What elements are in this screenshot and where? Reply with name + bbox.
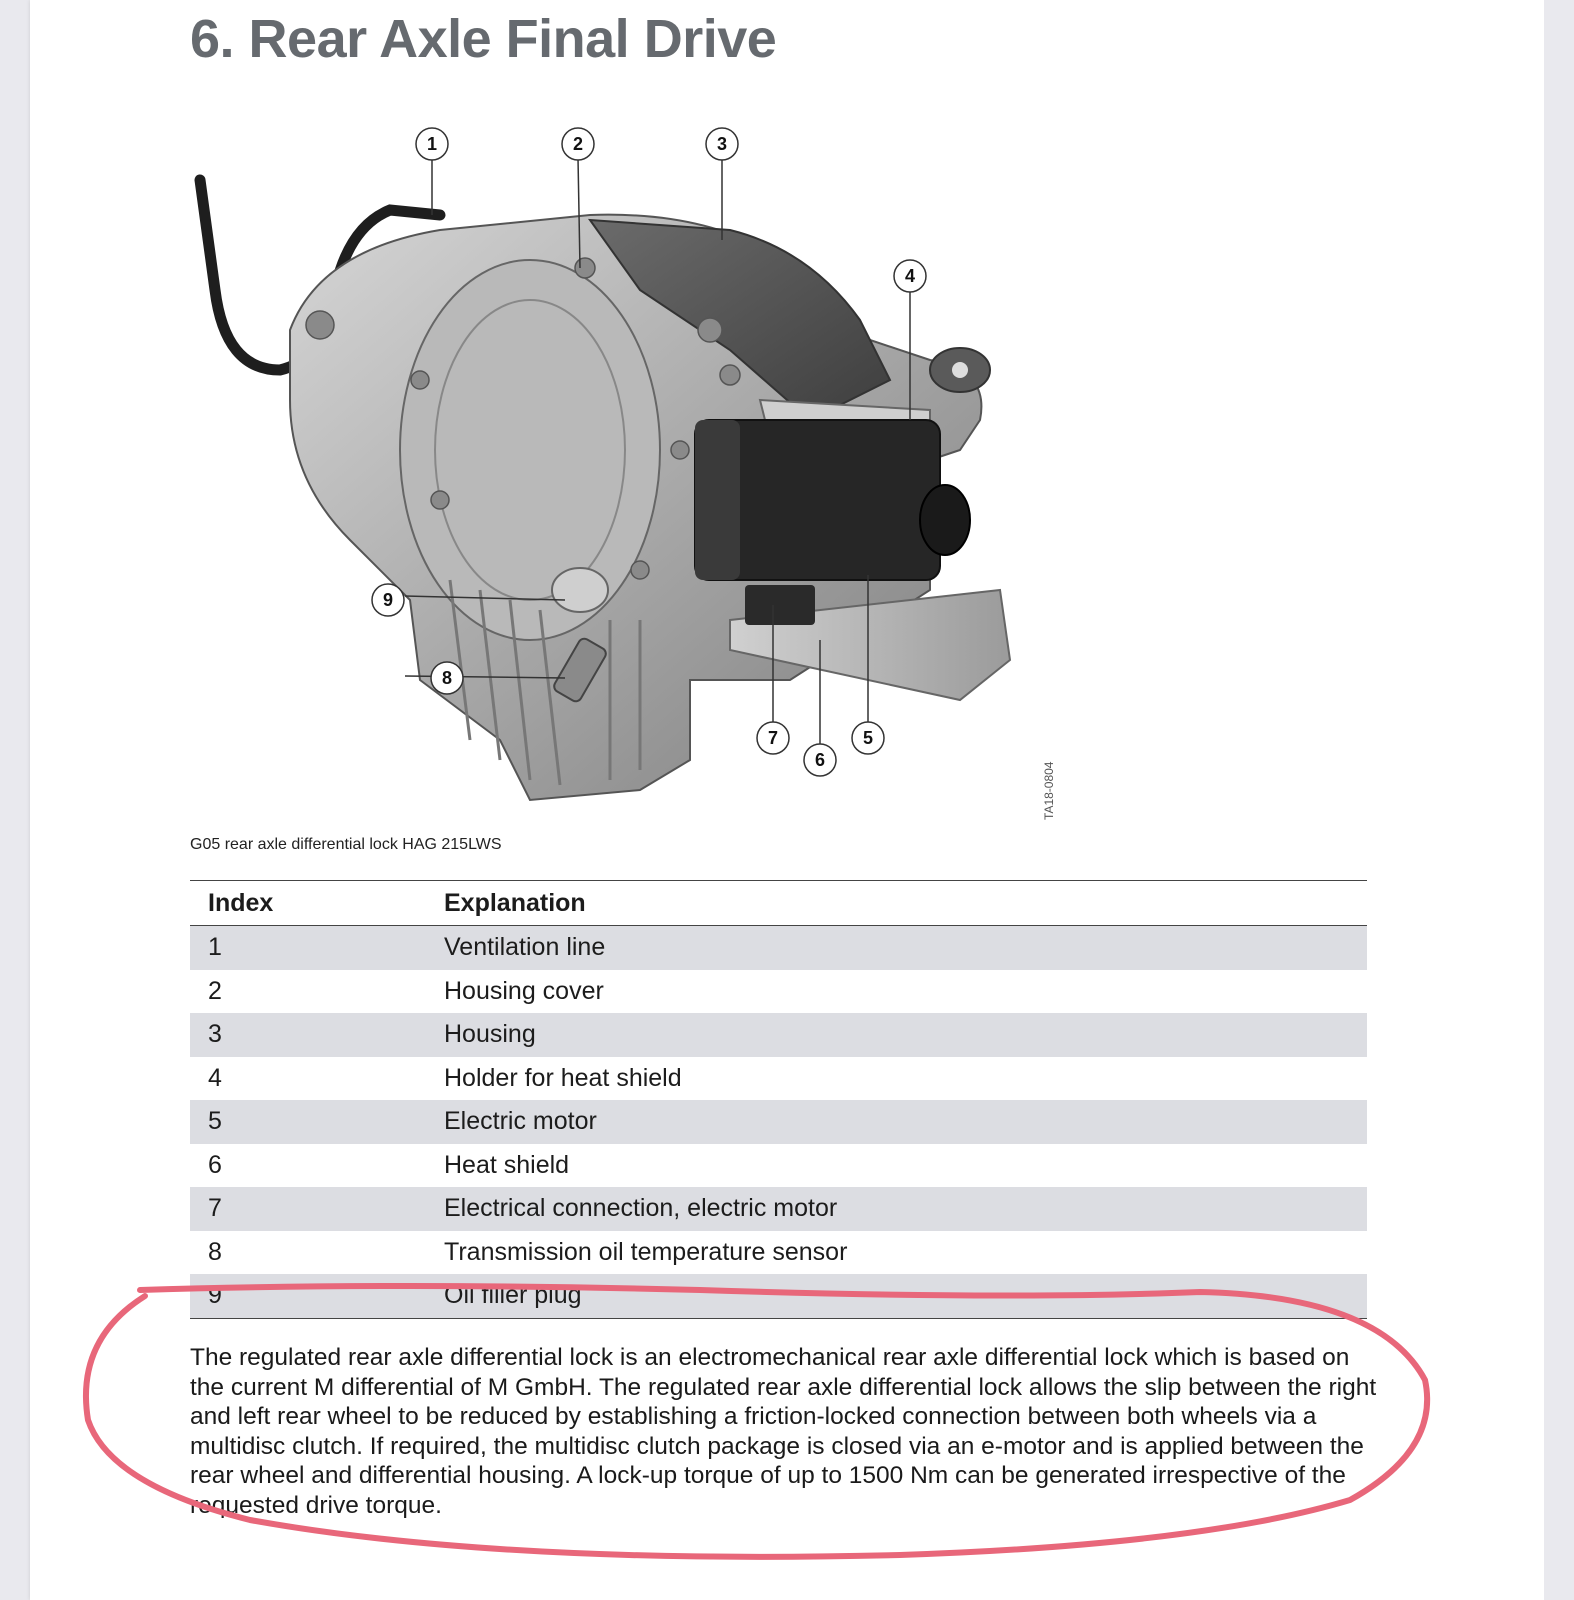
svg-text:2: 2 xyxy=(572,134,584,154)
table-row: 4 Holder for heat shield xyxy=(208,1063,682,1092)
svg-text:9: 9 xyxy=(382,590,394,610)
callout-9 xyxy=(372,584,404,616)
callout-6 xyxy=(804,744,836,776)
svg-text:1: 1 xyxy=(426,134,438,154)
table-row: 8 Transmission oil temperature sensor xyxy=(208,1237,848,1266)
callout-4 xyxy=(894,260,926,292)
table-row: 1 Ventilation line xyxy=(190,926,1367,970)
table-row: 3 Housing xyxy=(190,1013,1367,1057)
differential-illustration xyxy=(170,120,1070,830)
legend-table xyxy=(190,880,1367,1319)
page-title: 6. Rear Axle Final Drive xyxy=(190,9,777,69)
table-row: 7 Electrical connection, electric motor xyxy=(190,1187,1367,1231)
table-row: 9 Oil filler plug xyxy=(190,1274,1367,1318)
callout-8 xyxy=(431,662,463,694)
table-header xyxy=(190,881,1367,926)
header-explanation: Explanation xyxy=(426,881,1367,926)
electrical-connection xyxy=(745,585,815,625)
page-margin xyxy=(1544,0,1574,1600)
description-paragraph: The regulated rear axle differential lock is an electromechanical rear axle differential lock which is based on the current M differential of M GmbH. The regulated rear axle differential lock allows the slip between the right and left rear wheel to be reduced by establishing a friction-locked connection between both wheels via a multidisc clutch. If required, the multidisc clutch package is closed via an e-motor and is applied between the rear wheel and differential housing. A lock-up torque of up to 1500 Nm can be generated irrespective of the requested drive torque. xyxy=(190,1344,1377,1519)
table-row: 6 Heat shield xyxy=(208,1150,570,1179)
callout-1 xyxy=(416,128,448,160)
oil-filler-plug xyxy=(552,568,608,612)
table-row: 5 Electric motor xyxy=(190,1100,1367,1144)
housing-cover xyxy=(400,260,660,640)
callout-2 xyxy=(562,128,594,160)
svg-text:7: 7 xyxy=(767,728,779,748)
header-index: Index xyxy=(190,881,426,926)
svg-text:8: 8 xyxy=(441,668,453,688)
figure-code: TA18-0804 xyxy=(1042,761,1056,820)
callout-7 xyxy=(757,722,789,754)
document-page xyxy=(30,0,1544,1600)
callout-5 xyxy=(852,722,884,754)
svg-text:5: 5 xyxy=(862,728,874,748)
svg-text:3: 3 xyxy=(716,134,728,154)
table-row: 2 Housing cover xyxy=(208,976,604,1005)
figure-caption: G05 rear axle differential lock HAG 215LWS xyxy=(190,836,502,853)
callout-3 xyxy=(706,128,738,160)
svg-text:6: 6 xyxy=(814,750,826,770)
svg-text:4: 4 xyxy=(904,266,916,286)
